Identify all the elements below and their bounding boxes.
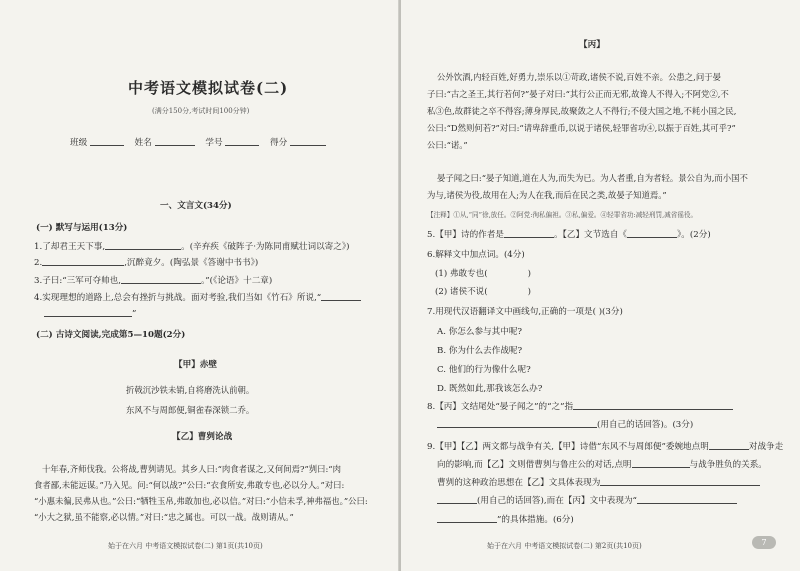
question-4-cont: ” [44, 307, 136, 319]
passage-yi-line-1: 十年春,齐师伐我。公将战,曹刿请见。其乡人曰:“肉食者谋之,又何间焉?”刿曰:“肉 [42, 464, 341, 474]
left-page [0, 0, 399, 571]
left-footer: 始于在六月 中考语文模拟试卷(二) 第1页(共10页) [108, 542, 263, 550]
answer-blank[interactable] [42, 256, 124, 266]
answer-blank[interactable] [573, 400, 733, 410]
question-6a: (1) 弗敢专也( ) [435, 269, 531, 279]
answer-blank[interactable] [709, 440, 749, 450]
question-3: 3.子曰:“三军可夺帅也, 。”(《论语》十二章) [34, 276, 273, 286]
right-footer: 始于在六月 中考语文模拟试卷(二) 第2页(共10页) [487, 542, 642, 550]
question-7: 7.用现代汉语翻译文中画线句,正确的一项是( )(3分) [427, 307, 623, 317]
question-9: 9.【甲】【乙】两文都与战争有关,【甲】诗借“东风不与周郎便”委婉地点明 对战争走 [427, 442, 784, 452]
passage-bing-line-6: 晏子闻之曰:“晏子知道,道在人为,而失为已。为人者重,自为者轻。景公自为,而小国不 [437, 173, 748, 183]
question-2: 2. ,沉醉竟夕。(陶弘景《答谢中书书》) [34, 258, 259, 268]
score-label: 得分 [270, 138, 288, 148]
answer-blank[interactable] [321, 291, 361, 301]
passage-bing-line-7: 为与,诸侯为役,故用在人;为人在我,而后在民之类,故晏子知道焉。” [427, 190, 667, 200]
passage-bing-line-4: 公曰:“D然则何若?”对曰:“请卑辞重币,以说于诸侯,轻罪省功④,以振于百姓,其可乎?” [427, 123, 736, 133]
student-id-label: 学号 [205, 138, 223, 148]
question-9-line-5: ”的具体措施。(6分) [437, 513, 574, 525]
option-a[interactable]: A. 你怎么参与其中呢? [437, 327, 523, 337]
name-field[interactable] [155, 136, 195, 146]
part1-heading: (一) 默写与运用(13分) [36, 223, 128, 233]
answer-blank[interactable] [504, 228, 554, 238]
question-8-cont: (用自己的话回答)。(3分) [437, 418, 693, 430]
student-id-field[interactable] [225, 136, 259, 146]
student-info-row [70, 136, 326, 148]
passage-yi-line-3: “小惠未徧,民弗从也。”公曰:“牺牲玉帛,弗敢加也,必以信。”对曰:“小信未孚,神弗福也。”公曰: [34, 496, 368, 506]
question-8: 8.【丙】文结尾处“晏子闻之”的“之”指 [427, 400, 733, 412]
score-field[interactable] [290, 136, 326, 146]
part2-heading: (二) 古诗文阅读,完成第5—10题(2分) [36, 330, 186, 340]
class-label: 班级 [70, 138, 88, 148]
question-9-line-3: 曹刿的这种政治思想在【乙】文具体表现为 [437, 476, 760, 488]
question-1: 1.了却君王天下事, 。(辛弃疾《破阵子·为陈同甫赋壮词以寄之》) [34, 242, 350, 252]
page-number-badge: 7 [752, 536, 776, 549]
answer-blank[interactable] [121, 274, 201, 284]
question-5: 5.【甲】诗的作者是 。【乙】文节选自《 》。(2分) [427, 230, 711, 240]
answer-blank[interactable] [600, 476, 760, 486]
passage-bing-line-5: 公曰:“诺。” [427, 140, 468, 150]
question-4: 4.实现理想的道路上,总会有挫折与挑战。面对考验,我们当如《竹石》所说,“ [34, 291, 361, 303]
exam-subtitle: (满分150分,考试时间100分钟) [152, 107, 250, 115]
poem-jia-line-1: 折戟沉沙铁未销,自将磨洗认前朝。 [126, 385, 255, 395]
passage-yi-line-2: 食者鄙,未能远谋。”乃入见。问:“何以战?”公曰:“衣食所安,弗敢专也,必以分人。”对曰: [34, 480, 345, 490]
class-field[interactable] [90, 136, 124, 146]
poem-jia-label: 【甲】赤壁 [174, 360, 217, 370]
passage-bing-label: 【丙】 [579, 40, 605, 50]
question-9-line-4: (用自己的话回答),而在【丙】文中表现为“ [437, 494, 737, 506]
option-c[interactable]: C. 他们的行为像什么呢? [437, 365, 531, 375]
page-title: 中考语文模拟试卷(二) [128, 79, 289, 97]
passage-bing-line-2: 子曰:“古之圣王,其行若何?”晏子对曰:“其行公正而无邪,故谗人不得入;不阿党②,不 [427, 89, 729, 99]
name-label: 姓名 [134, 138, 152, 148]
answer-blank[interactable] [437, 418, 597, 428]
answer-blank[interactable] [105, 240, 181, 250]
answer-blank[interactable] [44, 307, 132, 317]
passage-yi-line-4: “小大之狱,虽不能察,必以情。”对曰:“忠之属也。可以一战。战则请从。” [34, 512, 294, 522]
option-d[interactable]: D. 既然如此,那我该怎么办? [437, 384, 543, 394]
section-heading: 一、文言文(34分) [160, 201, 232, 211]
right-page [401, 0, 800, 571]
annotation-note: 【注释】①从,“同”徐,放任。②阿党:徇私偏袒。③私,偏爱。④轻罪省功:减轻刑罚,减省徭役。 [427, 211, 698, 219]
question-6: 6.解释文中加点词。(4分) [427, 250, 525, 260]
option-b[interactable]: B. 你为什么去作战呢? [437, 346, 523, 356]
passage-bing-line-3: 私③色,故群徒之卒不得容;薄身厚民,故聚敛之人不得行;不侵大国之地,不耗小国之民, [427, 106, 737, 116]
answer-blank[interactable] [632, 458, 690, 468]
passage-yi-label: 【乙】曹刿论战 [172, 432, 233, 442]
answer-blank[interactable] [627, 228, 677, 238]
answer-blank[interactable] [637, 494, 737, 504]
question-6b: (2) 诸侯不说( ) [435, 287, 531, 297]
answer-blank[interactable] [437, 494, 477, 504]
answer-blank[interactable] [437, 513, 497, 523]
question-9-line-2: 向的影响,而【乙】文则借曹刿与鲁庄公的对话,点明 与战争胜负的关系。 [437, 460, 767, 470]
passage-bing-line-1: 公外饮酒,内轻百姓,好勇力,崇乐以①苛政,诸侯不说,百姓不亲。公患之,问于晏 [437, 72, 721, 82]
poem-jia-line-2: 东风不与周郎便,铜雀春深锁二乔。 [126, 405, 255, 415]
